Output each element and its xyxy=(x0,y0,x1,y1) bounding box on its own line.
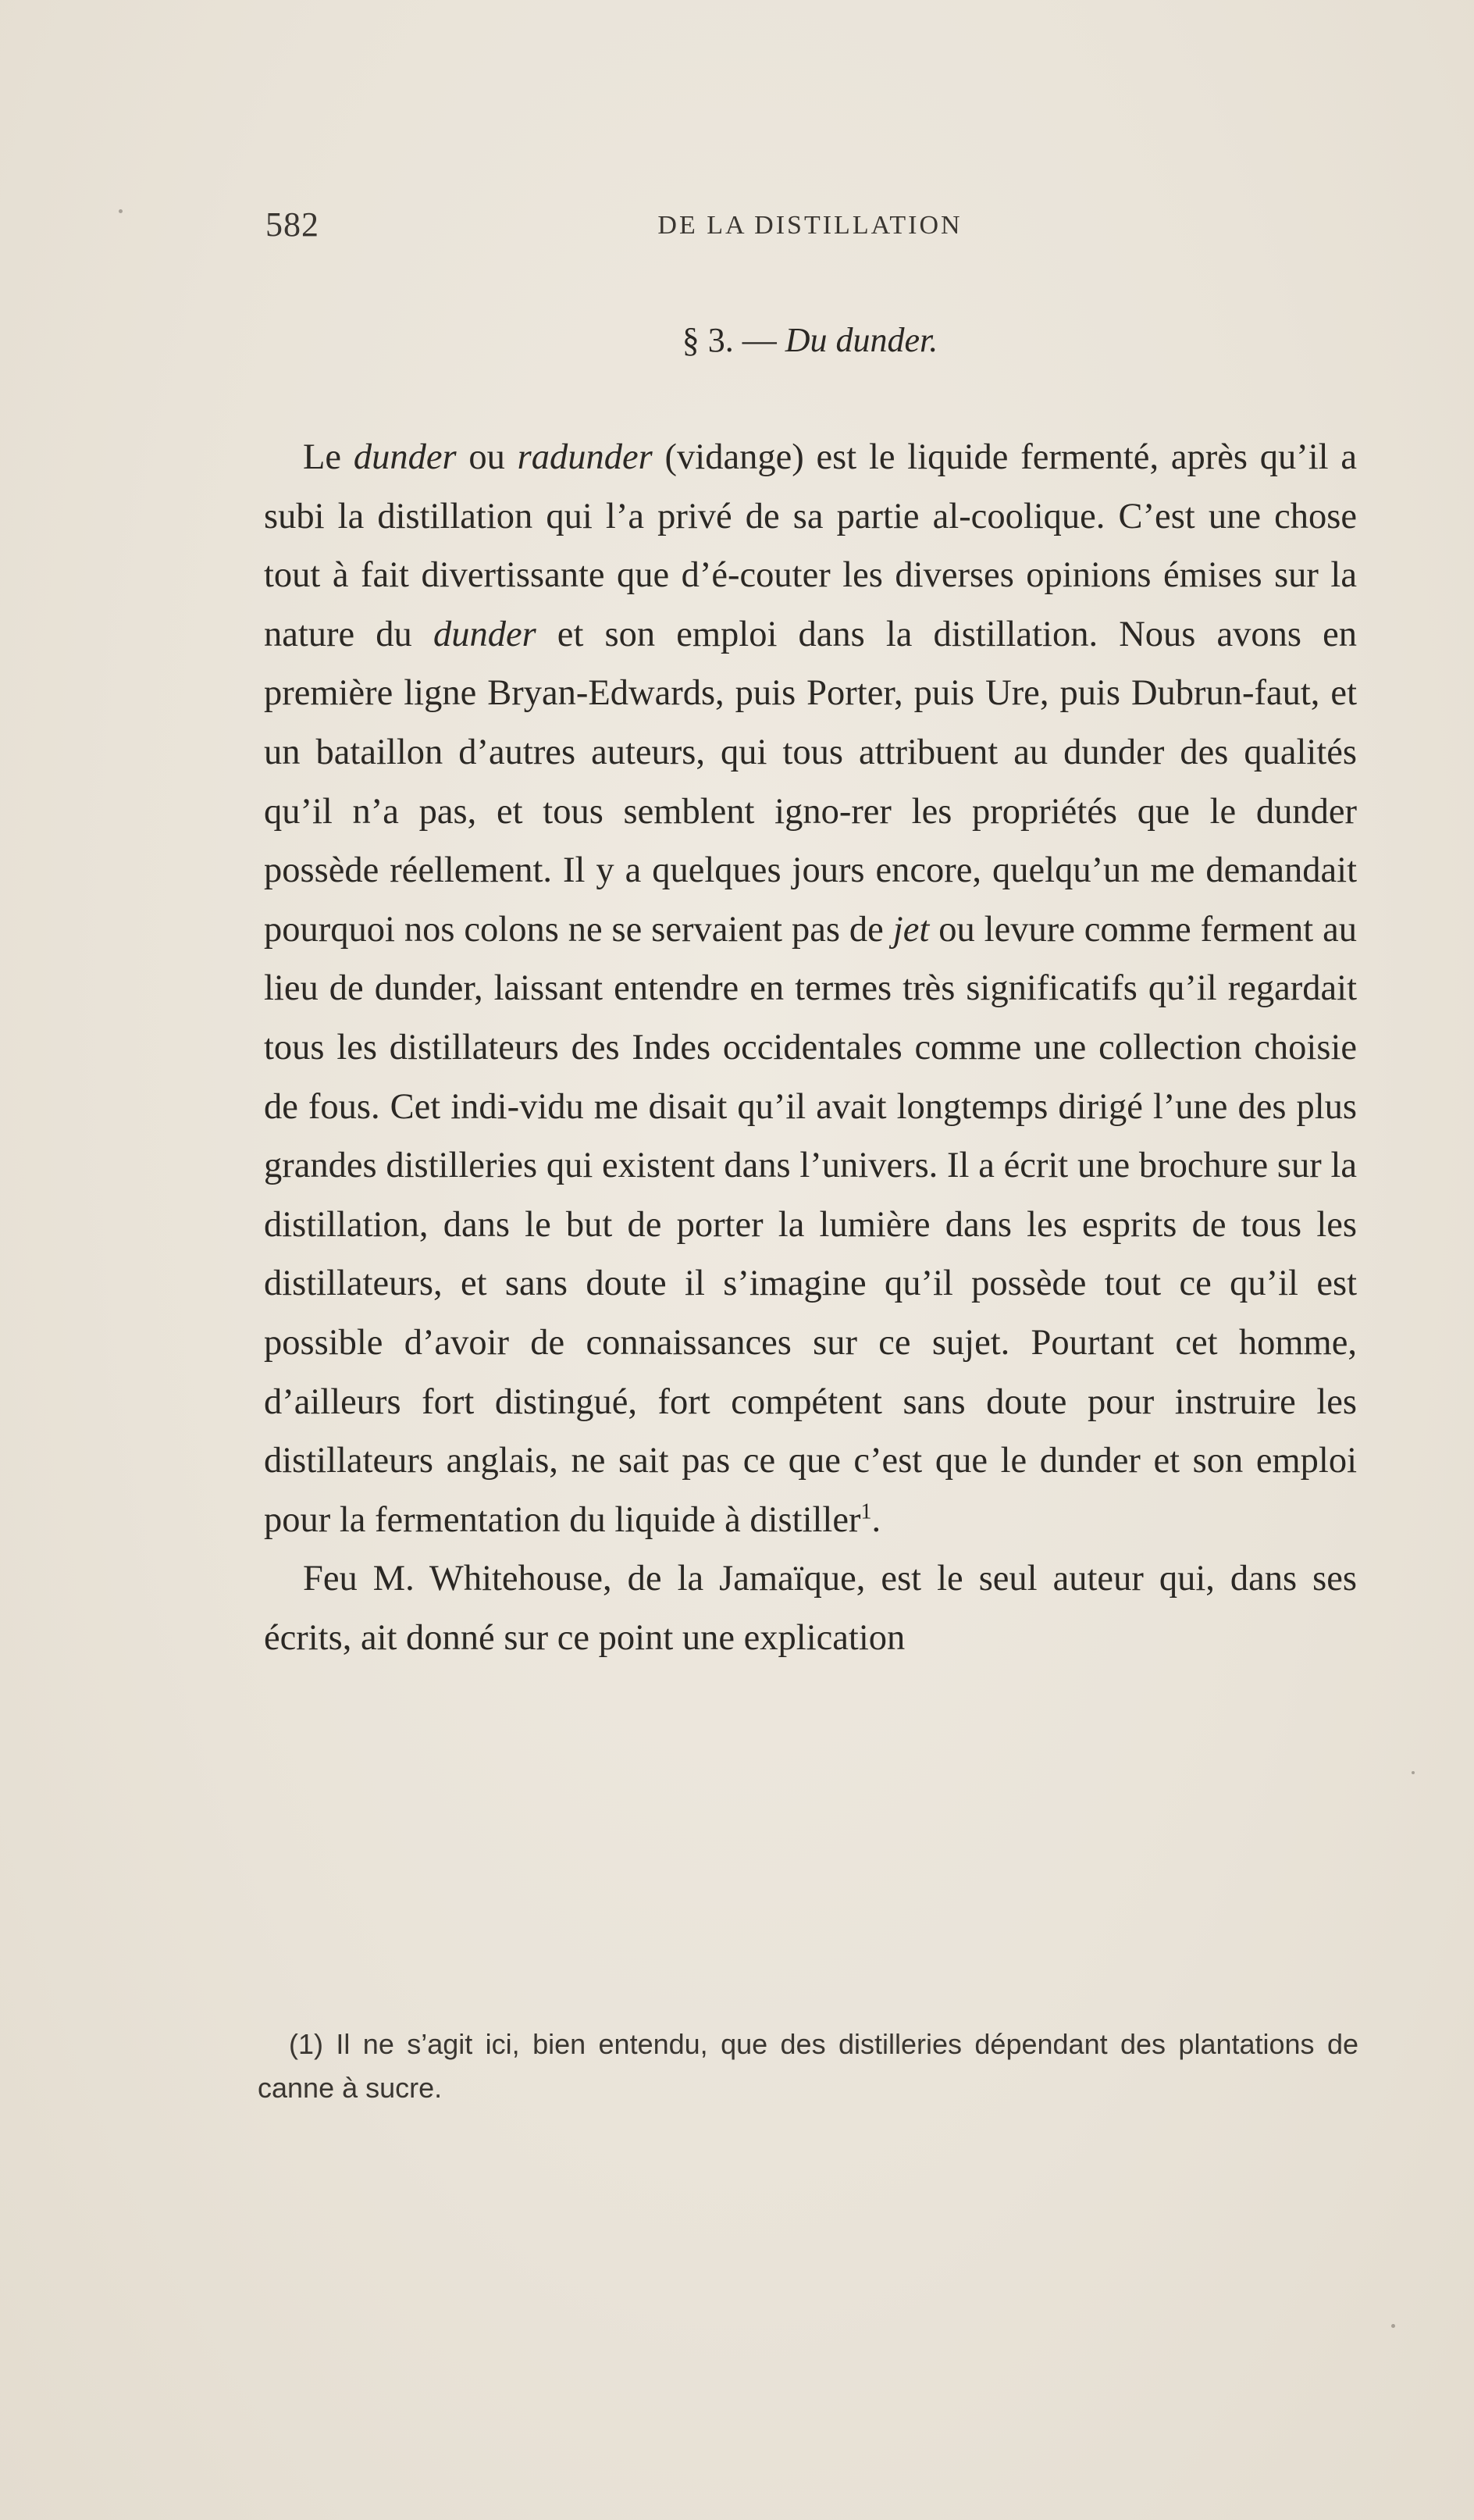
italic-term: radunder xyxy=(517,437,653,477)
italic-term: dunder xyxy=(433,614,536,654)
body-text xyxy=(264,428,1357,1667)
section-number: § 3. — xyxy=(682,321,777,359)
paragraph: Feu M. Whitehouse, de la Jamaïque, est le seul auteur qui, dans ses écrits, ait donné sur ce point une explication xyxy=(264,1559,1357,1658)
page-number: 582 xyxy=(265,205,319,244)
text-run: Le xyxy=(303,437,354,477)
running-head xyxy=(265,205,1355,251)
italic-term: dunder xyxy=(353,437,457,477)
running-title: DE LA DISTILLATION xyxy=(657,211,963,240)
section-title: Du dunder. xyxy=(785,321,938,359)
paper-speck xyxy=(1412,1771,1415,1774)
text-run: ou levure comme ferment au lieu de dunder, laissant entendre en termes très significatifs qu’il regardait tous les distillateurs des Indes occidentales comme une collection choisie de fous. Cet indi-vidu me disait qu’il avait longtemps dirigé l’une des plus grandes distilleries qui existent dans l’univers. Il a écrit une brochure sur la distillation, dans le but de porter la lumière dans les esprits de tous les distillateurs, et sans doute il s’imagine qu’il possède tout ce qu’il est possible d’avoir de connaissances sur ce sujet. Pourtant cet homme, d’ailleurs fort distingué, fort compétent sans doute pour instruire les distillateurs anglais, ne sait pas ce que c’est que le dunder et son emploi pour la fermentation du liquide à distiller xyxy=(264,909,1357,1540)
paper-speck xyxy=(1391,2324,1395,2328)
section-heading xyxy=(265,320,1355,360)
paragraph xyxy=(264,428,1357,1549)
footnote-reference: 1 xyxy=(860,1499,872,1524)
text-run: ou xyxy=(456,437,518,477)
text-run: et son emploi dans la distillation. Nous avons en première ligne Bryan-Edwards, puis Porter, puis Ure, puis Dubrun-faut, et un bataillon d’autres auteurs, qui tous attribuent au dunder des qualités qu’il n’a pas, et tous semblent igno-rer les propriétés que le dunder possède réellement. Il y a quelques jours encore, quelqu’un me demandait pourquoi nos colons ne se servaient pas de xyxy=(264,614,1357,950)
text-run: (vidange) est le liquide fermenté, après qu’il a subi la distillation qui l’a privé de sa partie al-coolique. C’est une chose tout à fait divertissante que d’é-couter les diverses opinions émises sur la nature du xyxy=(264,437,1358,654)
paper-speck xyxy=(119,209,123,213)
text-run: . xyxy=(871,1499,881,1540)
italic-term: jet xyxy=(892,909,930,950)
footnote: (1) Il ne s’agit ici, bien entendu, que des distilleries dépendant des plantations de canne à sucre. xyxy=(258,2028,1358,2104)
